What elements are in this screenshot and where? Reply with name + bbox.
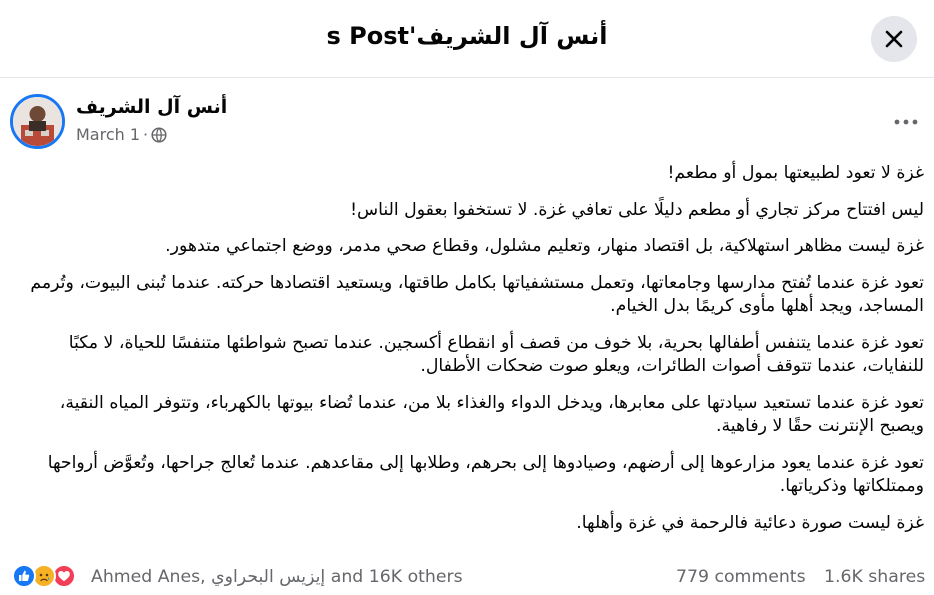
post-paragraph: تعود غزة عندما يتنفس أطفالها بحرية، بلا خوف من قصف أو انقطاع أكسجين. عندما تصبح شواطئها متنفسًا للحياة، لا مكبًا للنفايات، عندما تتوقف أصوات الطائرات، ويعلو صوت ضحكات الأطفال. bbox=[68, 332, 924, 376]
author-name[interactable]: أنس آل الشريف bbox=[76, 96, 228, 118]
close-icon bbox=[883, 28, 905, 50]
post-date[interactable]: March 1 bbox=[76, 125, 141, 144]
post-paragraph: غزة ليست مظاهر استهلاكية، بل اقتصاد منهار، وتعليم مشلول، وقطاع صحي مدمر، ووضع اجتماعي متدهور. bbox=[165, 236, 924, 256]
reactions-summary[interactable] bbox=[12, 564, 84, 588]
shares-count[interactable]: 1.6K shares bbox=[824, 567, 926, 587]
meta-separator: · bbox=[143, 125, 149, 144]
avatar-image bbox=[13, 97, 62, 146]
globe-icon[interactable] bbox=[151, 127, 167, 143]
post-dialog-header bbox=[0, 0, 934, 78]
comments-count[interactable]: 779 comments bbox=[676, 567, 806, 587]
post-paragraph: تعود غزة عندما تُفتح مدارسها وجامعاتها، وتعمل مستشفياتها بكامل طاقتها، ويستعيد اقتصادها حركته. عندما تُبنى البيوت، وتُرمم المساجد، ويجد أهلها مأوى كريمًا بدل الخيام. bbox=[30, 272, 924, 316]
post-paragraph: غزة ليست صورة دعائية فالرحمة في غزة وأهلها. bbox=[576, 512, 924, 533]
like-icon bbox=[12, 564, 36, 588]
post-footer bbox=[0, 560, 934, 594]
post-text bbox=[10, 162, 924, 548]
reactors-text[interactable]: Ahmed Anes, إيزيس البحراوي and 16K others bbox=[91, 567, 463, 587]
post-paragraph: غزة لا تعود لطبيعتها بمول أو مطعم! bbox=[667, 163, 924, 183]
post-author-row bbox=[10, 94, 910, 150]
post-paragraph: ليس افتتاح مركز تجاري أو مطعم دليلًا على تعافي غزة. لا تستخفوا بعقول الناس! bbox=[350, 199, 924, 220]
dialog-title: أنس آل الشريف's Post bbox=[326, 22, 608, 50]
post-meta bbox=[76, 125, 167, 144]
post-paragraph: تعود غزة عندما تستعيد سيادتها على معابرها، ويدخل الدواء والغذاء بلا من، عندما تُضاء بيوتها بالكهرباء، وتتوفر المياه النقية، ويصبح الإنترنت حقًا لا رفاهية. bbox=[59, 392, 924, 436]
close-button[interactable] bbox=[871, 16, 917, 62]
avatar[interactable] bbox=[10, 94, 65, 149]
post-paragraph: تعود غزة عندما يعود مزارعوها إلى أرضهم، وصيادوها إلى بحرهم، وطلابها إلى مقاعدهم. عندما تُعالج جراحها، وتُعوَّض أرواحها وممتلكاتها وذكرياتها. bbox=[47, 452, 924, 496]
more-options-button[interactable] bbox=[886, 116, 926, 128]
more-icon bbox=[894, 119, 918, 125]
